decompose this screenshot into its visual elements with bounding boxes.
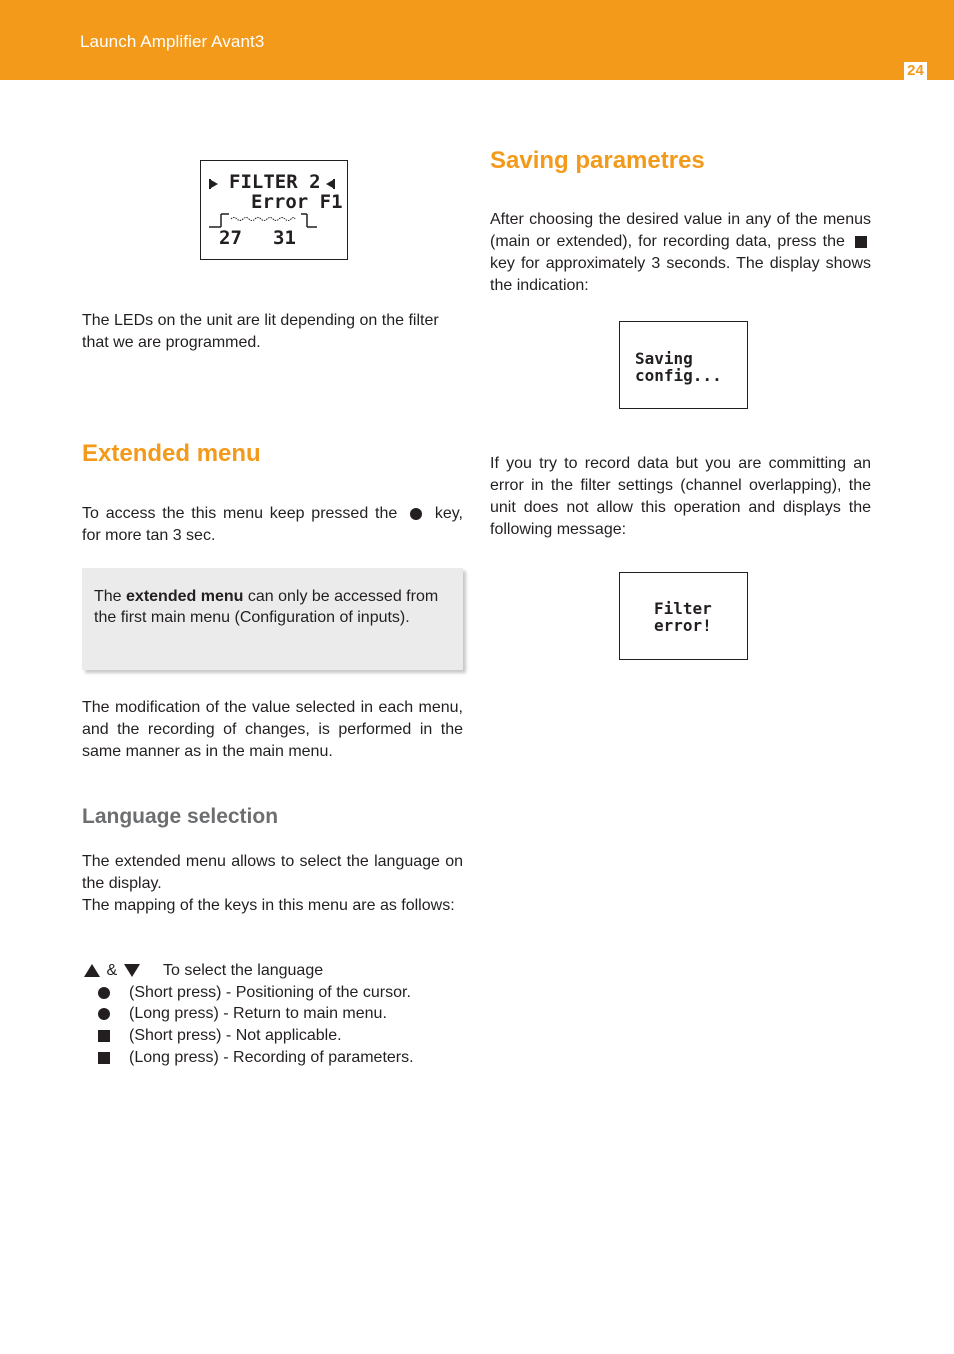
lcd-error-display bbox=[619, 572, 748, 660]
lcd-error-line2: error! bbox=[654, 616, 712, 635]
note-box bbox=[82, 568, 463, 670]
arrow-up-icon bbox=[84, 964, 100, 977]
lcd-filter-line2: Error F1 bbox=[251, 191, 343, 213]
lcd-filter-value-right: 31 bbox=[273, 227, 296, 249]
square-icon bbox=[98, 1030, 110, 1042]
key-desc: (Long press) - Return to main menu. bbox=[129, 1005, 387, 1022]
key-row bbox=[98, 982, 411, 1004]
square-icon bbox=[98, 1052, 110, 1064]
header-bar bbox=[0, 0, 954, 80]
key-row bbox=[98, 1025, 342, 1047]
key-row bbox=[98, 1003, 387, 1025]
dot-icon bbox=[410, 508, 422, 520]
page-number: 24 bbox=[904, 62, 927, 80]
saving-text-after: key for approximately 3 seconds. The display shows the indication: bbox=[490, 255, 871, 294]
language-paragraph-2: The mapping of the keys in this menu are as follows: bbox=[82, 897, 455, 914]
arrow-right-icon bbox=[209, 179, 219, 189]
key-desc: (Short press) - Not applicable. bbox=[129, 1027, 342, 1044]
dot-icon bbox=[98, 1008, 110, 1020]
modification-paragraph: The modification of the value selected in each menu, and the recording of changes, is performed in the same manner as in the main menu. bbox=[82, 699, 463, 760]
access-text-after: key, for more tan 3 sec. bbox=[82, 505, 463, 544]
saving-text-before: After choosing the desired value in any of the menus (main or extended), for recording data, press the bbox=[490, 211, 871, 250]
document-title: Launch Amplifier Avant3 bbox=[80, 32, 265, 51]
lcd-filter-value-left: 27 bbox=[219, 227, 242, 249]
lcd-error-line1: Filter bbox=[654, 599, 712, 618]
lcd-saving-line2: config... bbox=[635, 366, 722, 385]
leds-paragraph: The LEDs on the unit are lit depending on the filter that we are programmed. bbox=[82, 312, 439, 351]
lcd-saving-line1: Saving bbox=[635, 349, 693, 368]
arrows-amp: & bbox=[106, 962, 118, 979]
key-row-arrows bbox=[84, 960, 324, 982]
note-text bbox=[94, 586, 454, 628]
key-row bbox=[98, 1047, 414, 1069]
key-desc: (Long press) - Recording of parameters. bbox=[129, 1049, 414, 1066]
square-icon bbox=[855, 236, 867, 248]
note-after: can only be accessed from the first main menu (Configuration of inputs). bbox=[94, 588, 439, 626]
lcd-filter-display bbox=[200, 160, 348, 260]
arrow-down-icon bbox=[124, 964, 140, 977]
error-paragraph: If you try to record data but you are committing an error in the filter settings (channel overlapping), the unit does not allow this operation and displays the following message: bbox=[490, 455, 871, 538]
dot-icon bbox=[98, 987, 110, 999]
note-bold: extended menu bbox=[126, 588, 244, 605]
lcd-saving-display bbox=[619, 321, 748, 409]
language-paragraph-1: The extended menu allows to select the language on the display. bbox=[82, 853, 463, 892]
arrows-desc: To select the language bbox=[163, 962, 324, 979]
access-text-before: To access the this menu keep pressed the bbox=[82, 505, 398, 522]
extended-menu-heading: Extended menu bbox=[82, 440, 261, 467]
note-before: The bbox=[94, 588, 122, 605]
language-selection-heading: Language selection bbox=[82, 805, 279, 828]
arrow-left-icon bbox=[325, 179, 335, 189]
access-paragraph bbox=[82, 503, 463, 547]
saving-parametres-heading: Saving parametres bbox=[490, 147, 705, 174]
key-desc: (Short press) - Positioning of the cursor. bbox=[129, 984, 411, 1001]
lcd-filter-line1: FILTER 2 bbox=[229, 171, 321, 193]
saving-paragraph bbox=[490, 209, 871, 297]
